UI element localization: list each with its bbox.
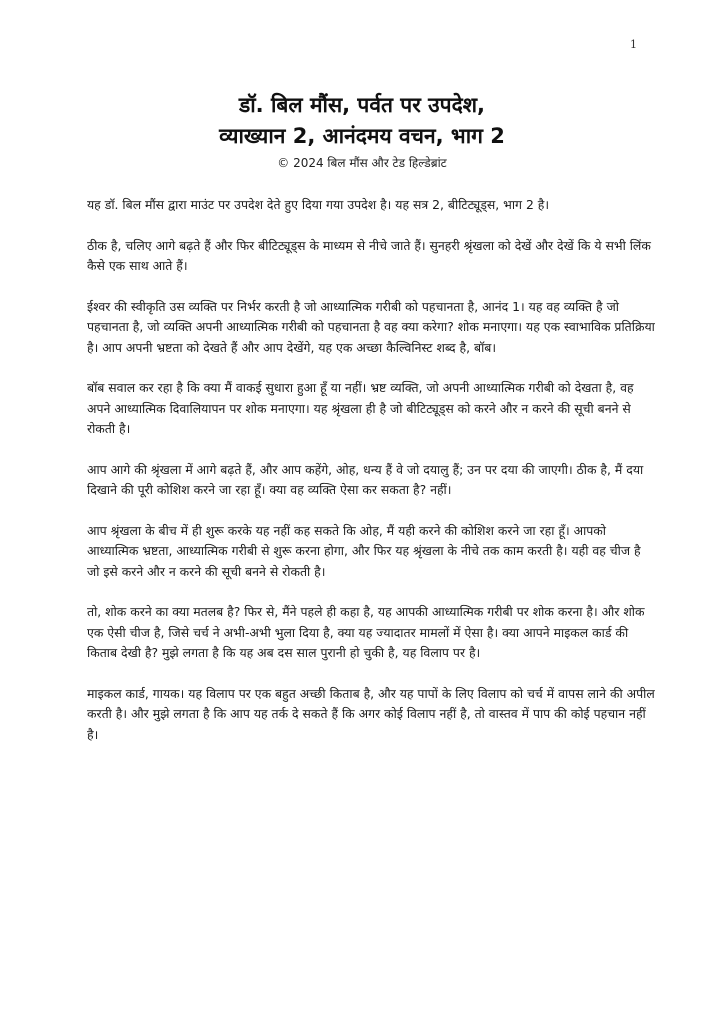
paragraph: तो, शोक करने का क्या मतलब है? फिर से, मैंने पहले ही कहा है, यह आपकी आध्यात्मिक गरीबी पर शोक करना है। और शोक एक ऐसी चीज है, जिसे चर्च ने अभी-अभी भुला दिया है, क्या यह ज्यादातर मामलों में ऐसा है। क्या आपने माइकल कार्ड की किताब देखी है? मुझे लगता है कि यह अब दस साल पुरानी हो चुकी है, यह विलाप पर है।: [87, 604, 645, 660]
paragraph: बॉब सवाल कर रहा है कि क्या मैं वाकई सुधारा हुआ हूँ या नहीं। भ्रष्ट व्यक्ति, जो अपनी आध्यात्मिक गरीबी को देखता है, वह अपने आध्यात्मिक दिवालियापन पर शोक मनाएगा। यह श्रृंखला ही है जो बीटिट्यूड्स को करने और न करने की सूची बनने से रोकती है।: [87, 380, 634, 436]
paragraph: यह डॉ. बिल मौंस द्वारा माउंट पर उपदेश देते हुए दिया गया उपदेश है। यह सत्र 2, बीटिट्यूड्स, भाग 2 है।: [87, 197, 550, 212]
document-body: [87, 195, 655, 765]
paragraph: आप आगे की श्रृंखला में आगे बढ़ते हैं, और आप कहेंगे, ओह, धन्य हैं वे जो दयालु हैं; उन पर दया की जाएगी। ठीक है, मैं दया दिखाने की पूरी कोशिश करने जा रहा हूँ। क्या वह व्यक्ति ऐसा कर सकता है? नहीं।: [87, 461, 644, 497]
title-line-2: व्याख्यान 2, आनंदमय वचन, भाग 2: [219, 124, 505, 148]
paragraph: ठीक है, चलिए आगे बढ़ते हैं और फिर बीटिट्यूड्स के माध्यम से नीचे जाते हैं। सुनहरी श्रृंखला को देखें और देखें कि ये सभी लिंक कैसे एक साथ आते हैं।: [87, 237, 651, 273]
paragraph: माइकल कार्ड, गायक। यह विलाप पर एक बहुत अच्छी किताब है, और यह पापों के लिए विलाप को चर्च में वापस लाने की अपील करती है। और मुझे लगता है कि आप यह तर्क दे सकते हैं कि अगर कोई विलाप नहीं है, तो वास्तव में पाप की कोई पहचान नहीं है।: [87, 685, 655, 742]
page-number: 1: [630, 38, 637, 51]
document-header: [60, 90, 664, 173]
paragraph: ईश्वर की स्वीकृति उस व्यक्ति पर निर्भर करती है जो आध्यात्मिक गरीबी को पहचानता है, आनंद 1। यह वह व्यक्ति है जो पहचानता है, जो व्यक्ति अपनी आध्यात्मिक गरीबी को पहचानता है वह क्या करेगा? शोक मनाएगा। यह एक स्वाभाविक प्रतिक्रिया है। आप अपनी भ्रष्टता को देखते हैं और आप देखेंगे, यह एक अच्छा कैल्विनिस्ट शब्द है, बॉब।: [87, 298, 655, 355]
paragraph: आप श्रृंखला के बीच में ही शुरू करके यह नहीं कह सकते कि ओह, मैं यही करने की कोशिश करने जा रहा हूँ। आपको आध्यात्मिक भ्रष्टता, आध्यात्मिक गरीबी से शुरू करना होगा, और फिर यह श्रृंखला के नीचे तक काम करती है। यही वह चीज है जो इसे करने और न करने की सूची बनने से रोकती है।: [87, 522, 641, 579]
title-line-1: डॉ. बिल मौंस, पर्वत पर उपदेश,: [239, 93, 485, 117]
copyright-notice: © 2024 बिल मौंस और टेड हिल्डेब्रांट: [277, 156, 447, 170]
